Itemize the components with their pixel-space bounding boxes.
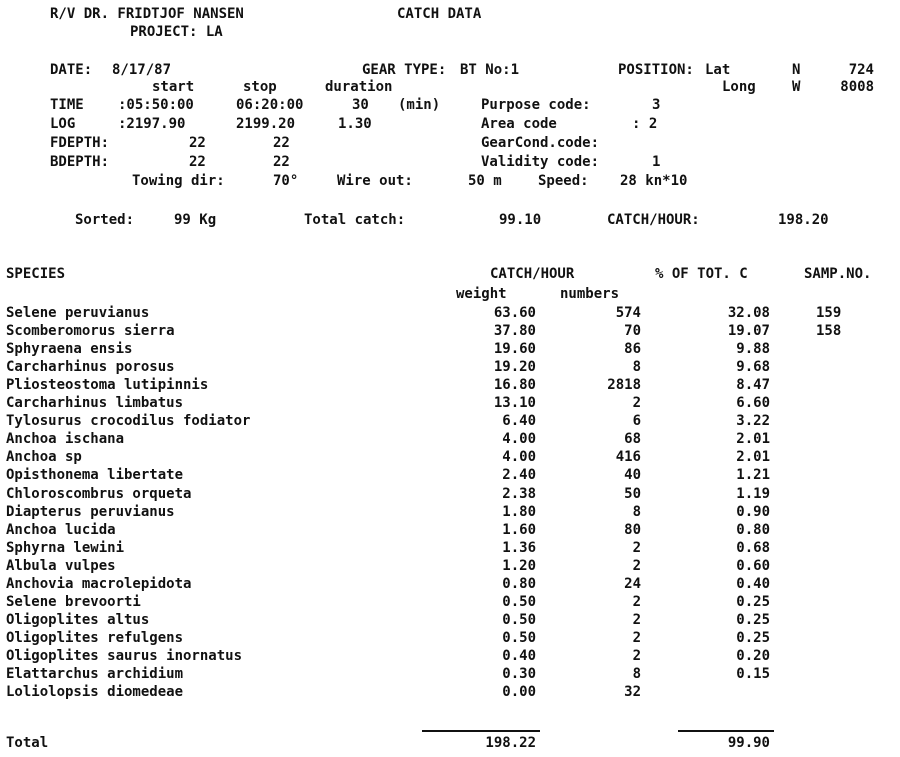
numbers-value: 2 <box>632 612 641 628</box>
numbers-value: 70 <box>624 323 641 339</box>
numbers-value: 24 <box>624 576 641 592</box>
species-name: Scomberomorus sierra <box>6 323 175 339</box>
sorted-value: 99 Kg <box>174 212 217 228</box>
long-value: 8008 <box>840 79 874 95</box>
weight-value: 16.80 <box>493 377 536 393</box>
weight-value: 1.60 <box>502 522 536 538</box>
numbers-value: 8 <box>632 504 641 520</box>
fdepth-label: FDEPTH: <box>50 135 110 151</box>
percent-value: 0.20 <box>736 648 770 664</box>
percent-value: 8.47 <box>736 377 770 393</box>
time-label: TIME <box>50 97 84 113</box>
percent-value: 0.80 <box>736 522 770 538</box>
species-column-header: SPECIES <box>6 266 66 282</box>
numbers-value: 32 <box>624 684 641 700</box>
numbers-value: 2818 <box>607 377 641 393</box>
species-name: Oligoplites saurus inornatus <box>6 648 243 664</box>
area-code-label: Area code <box>481 116 557 132</box>
weight-subheader: weight <box>456 286 507 302</box>
species-name: Anchovia macrolepidota <box>6 576 192 592</box>
time-duration: 30 <box>352 97 369 113</box>
long-hemisphere: W <box>792 79 801 95</box>
species-name: Diapterus peruvianus <box>6 504 175 520</box>
numbers-value: 574 <box>615 305 641 321</box>
lat-label: Lat <box>705 62 731 78</box>
weight-value: 0.00 <box>502 684 536 700</box>
col-duration-label: duration <box>325 79 393 95</box>
log-start: :2197.90 <box>118 116 186 132</box>
log-label: LOG <box>50 116 76 132</box>
numbers-value: 8 <box>632 666 641 682</box>
weight-value: 37.80 <box>493 323 536 339</box>
percent-value: 6.60 <box>736 395 770 411</box>
towing-dir-value: 70° <box>273 173 299 189</box>
weight-value: 2.40 <box>502 467 536 483</box>
sample-number-value: 158 <box>816 323 842 339</box>
percent-value: 32.08 <box>727 305 770 321</box>
weight-value: 4.00 <box>502 449 536 465</box>
col-stop-label: stop <box>243 79 277 95</box>
percent-value: 1.19 <box>736 486 770 502</box>
lat-hemisphere: N <box>792 62 801 78</box>
numbers-value: 40 <box>624 467 641 483</box>
numbers-value: 2 <box>632 630 641 646</box>
total-catch-label: Total catch: <box>304 212 406 228</box>
species-name: Oligoplites refulgens <box>6 630 184 646</box>
validity-code-label: Validity code: <box>481 154 600 170</box>
species-name: Selene peruvianus <box>6 305 150 321</box>
percent-value: 0.25 <box>736 630 770 646</box>
species-name: Chloroscombrus orqueta <box>6 486 192 502</box>
numbers-value: 86 <box>624 341 641 357</box>
bdepth-stop: 22 <box>273 154 290 170</box>
percent-value: 0.40 <box>736 576 770 592</box>
weight-value: 0.30 <box>502 666 536 682</box>
weight-value: 19.60 <box>493 341 536 357</box>
speed-value: 28 kn*10 <box>620 173 688 189</box>
towing-dir-label: Towing dir: <box>132 173 225 189</box>
numbers-value: 416 <box>615 449 641 465</box>
percent-value: 0.60 <box>736 558 770 574</box>
gearcond-code-label: GearCond.code: <box>481 135 600 151</box>
percent-value: 0.25 <box>736 612 770 628</box>
weight-value: 6.40 <box>502 413 536 429</box>
total-weight-value: 198.22 <box>485 735 536 751</box>
percent-value: 9.88 <box>736 341 770 357</box>
weight-value: 1.80 <box>502 504 536 520</box>
catch-per-hour-value: 198.20 <box>778 212 829 228</box>
fdepth-stop: 22 <box>273 135 290 151</box>
numbers-value: 2 <box>632 594 641 610</box>
gear-type-label: GEAR TYPE: <box>362 62 447 78</box>
date-label: DATE: <box>50 62 93 78</box>
percent-value: 9.68 <box>736 359 770 375</box>
total-percent-value: 99.90 <box>727 735 770 751</box>
percent-value: 0.25 <box>736 594 770 610</box>
project-label: PROJECT: LA <box>130 24 223 40</box>
weight-value: 0.40 <box>502 648 536 664</box>
percent-value: 0.68 <box>736 540 770 556</box>
percent-total-rule <box>678 730 774 732</box>
percent-value: 1.21 <box>736 467 770 483</box>
percent-total-column-header: % OF TOT. C <box>655 266 748 282</box>
species-name: Sphyrna lewini <box>6 540 125 556</box>
purpose-code-label: Purpose code: <box>481 97 591 113</box>
species-name: Carcharhinus limbatus <box>6 395 184 411</box>
species-name: Sphyraena ensis <box>6 341 133 357</box>
numbers-value: 8 <box>632 359 641 375</box>
area-code-value: : 2 <box>632 116 658 132</box>
sorted-label: Sorted: <box>75 212 135 228</box>
wire-out-label: Wire out: <box>337 173 413 189</box>
gear-type-value: BT No:1 <box>460 62 520 78</box>
species-name: Anchoa sp <box>6 449 82 465</box>
species-name: Pliosteostoma lutipinnis <box>6 377 209 393</box>
log-difference: 1.30 <box>338 116 372 132</box>
lat-value: 724 <box>848 62 874 78</box>
catch-hour-column-header: CATCH/HOUR <box>490 266 575 282</box>
percent-value: 3.22 <box>736 413 770 429</box>
bdepth-start: 22 <box>189 154 206 170</box>
catch-per-hour-label: CATCH/HOUR: <box>607 212 700 228</box>
col-start-label: start <box>152 79 195 95</box>
species-name: Albula vulpes <box>6 558 116 574</box>
weight-value: 0.80 <box>502 576 536 592</box>
numbers-value: 2 <box>632 395 641 411</box>
numbers-subheader: numbers <box>560 286 620 302</box>
long-label: Long <box>722 79 756 95</box>
percent-value: 0.90 <box>736 504 770 520</box>
wire-out-value: 50 m <box>468 173 502 189</box>
speed-label: Speed: <box>538 173 589 189</box>
species-name: Loliolopsis diomedeae <box>6 684 184 700</box>
weight-total-rule <box>422 730 540 732</box>
vessel-name: R/V DR. FRIDTJOF NANSEN <box>50 6 244 22</box>
numbers-value: 2 <box>632 558 641 574</box>
time-unit: (min) <box>398 97 441 113</box>
numbers-value: 2 <box>632 648 641 664</box>
species-name: Opisthonema libertate <box>6 467 184 483</box>
percent-value: 2.01 <box>736 431 770 447</box>
percent-value: 19.07 <box>727 323 770 339</box>
weight-value: 0.50 <box>502 630 536 646</box>
sample-number-value: 159 <box>816 305 842 321</box>
weight-value: 2.38 <box>502 486 536 502</box>
weight-value: 19.20 <box>493 359 536 375</box>
total-catch-value: 99.10 <box>499 212 542 228</box>
species-name: Selene brevoorti <box>6 594 141 610</box>
percent-value: 0.15 <box>736 666 770 682</box>
purpose-code-value: 3 <box>652 97 661 113</box>
species-name: Oligoplites altus <box>6 612 150 628</box>
numbers-value: 50 <box>624 486 641 502</box>
species-name: Tylosurus crocodilus fodiator <box>6 413 251 429</box>
log-stop: 2199.20 <box>236 116 296 132</box>
position-label: POSITION: <box>618 62 694 78</box>
total-label: Total <box>6 735 49 751</box>
page-title: CATCH DATA <box>397 6 482 22</box>
sample-number-column-header: SAMP.NO. <box>804 266 872 282</box>
weight-value: 63.60 <box>493 305 536 321</box>
validity-code-value: 1 <box>652 154 661 170</box>
weight-value: 4.00 <box>502 431 536 447</box>
weight-value: 1.20 <box>502 558 536 574</box>
numbers-value: 68 <box>624 431 641 447</box>
fdepth-start: 22 <box>189 135 206 151</box>
numbers-value: 80 <box>624 522 641 538</box>
weight-value: 0.50 <box>502 612 536 628</box>
weight-value: 1.36 <box>502 540 536 556</box>
numbers-value: 6 <box>632 413 641 429</box>
time-start: :05:50:00 <box>118 97 194 113</box>
weight-value: 0.50 <box>502 594 536 610</box>
species-name: Anchoa ischana <box>6 431 125 447</box>
bdepth-label: BDEPTH: <box>50 154 110 170</box>
weight-value: 13.10 <box>493 395 536 411</box>
species-name: Elattarchus archidium <box>6 666 184 682</box>
time-stop: 06:20:00 <box>236 97 304 113</box>
date-value: 8/17/87 <box>112 62 172 78</box>
species-name: Anchoa lucida <box>6 522 116 538</box>
numbers-value: 2 <box>632 540 641 556</box>
species-name: Carcharhinus porosus <box>6 359 175 375</box>
percent-value: 2.01 <box>736 449 770 465</box>
